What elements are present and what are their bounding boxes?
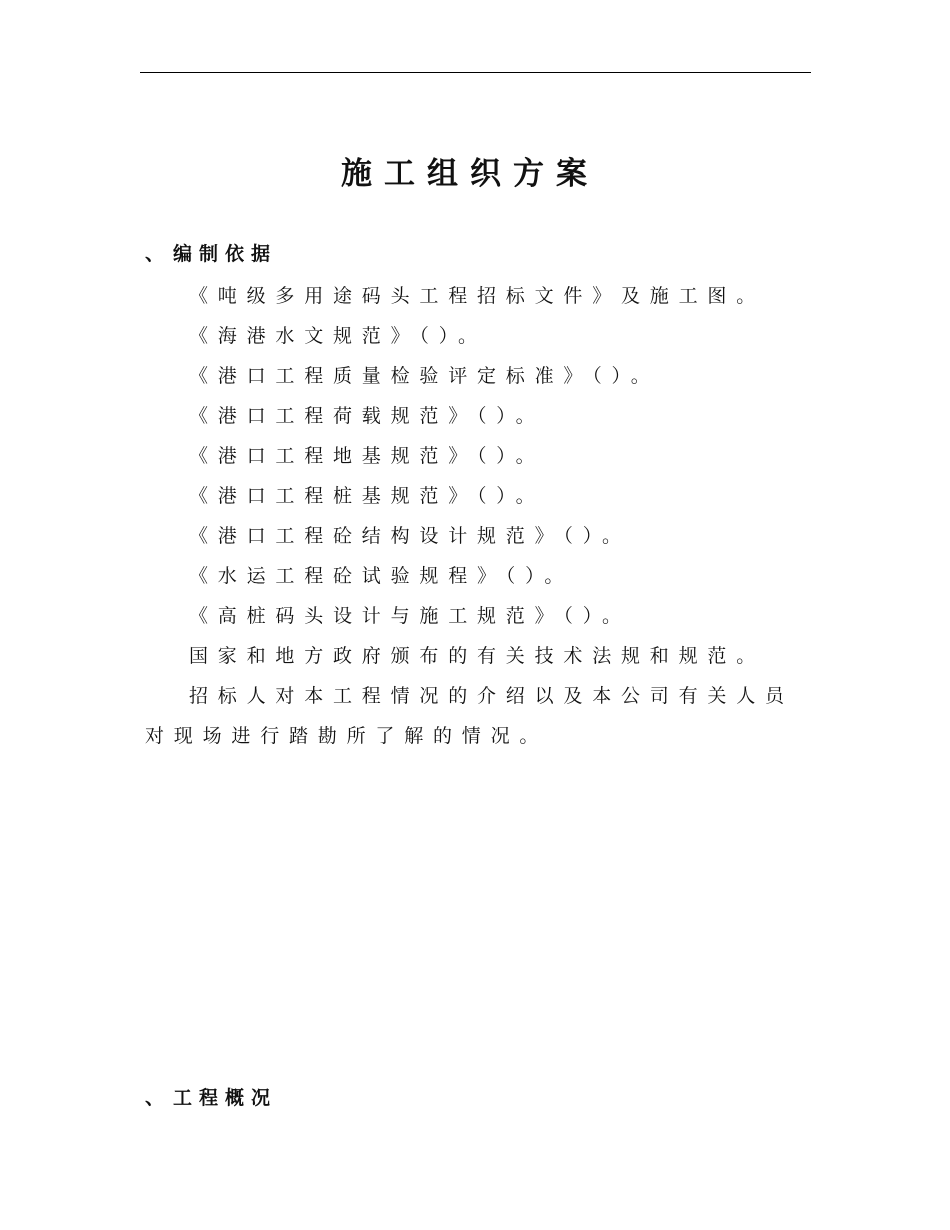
list-item: 《港口工程质量检验评定标准》（）。 xyxy=(189,365,660,387)
list-item: 《水运工程砼试验规程》（）。 xyxy=(189,565,574,587)
section-marker: 、 xyxy=(145,1087,172,1109)
list-item: 《吨级多用途码头工程招标文件》及施工图。 xyxy=(189,285,766,307)
list-item: 《港口工程地基规范》（）。 xyxy=(189,445,545,467)
list-item: 《港口工程荷载规范》（）。 xyxy=(189,405,545,427)
header-rule xyxy=(140,72,811,73)
section-heading-text: 编制依据 xyxy=(173,243,278,265)
section-heading-basis xyxy=(145,240,277,268)
list-item: 《港口工程桩基规范》（）。 xyxy=(189,485,545,507)
list-item: 《海港水文规范》（）。 xyxy=(189,325,487,347)
section-heading-overview xyxy=(145,1084,277,1112)
section-marker: 、 xyxy=(145,243,172,265)
basis-list xyxy=(145,276,810,756)
list-item: 《港口工程砼结构设计规范》（）。 xyxy=(189,525,631,547)
list-item: 国家和地方政府颁布的有关技术法规和规范。 xyxy=(189,645,766,667)
document-title: 施工组织方案 xyxy=(341,156,599,192)
list-item: 《高桩码头设计与施工规范》（）。 xyxy=(189,605,631,627)
section-heading-text: 工程概况 xyxy=(173,1087,278,1109)
basis-paragraph: 招标人对本工程情况的介绍以及本公司有关人员对现场进行踏勘所了解的情况。 xyxy=(145,685,794,747)
